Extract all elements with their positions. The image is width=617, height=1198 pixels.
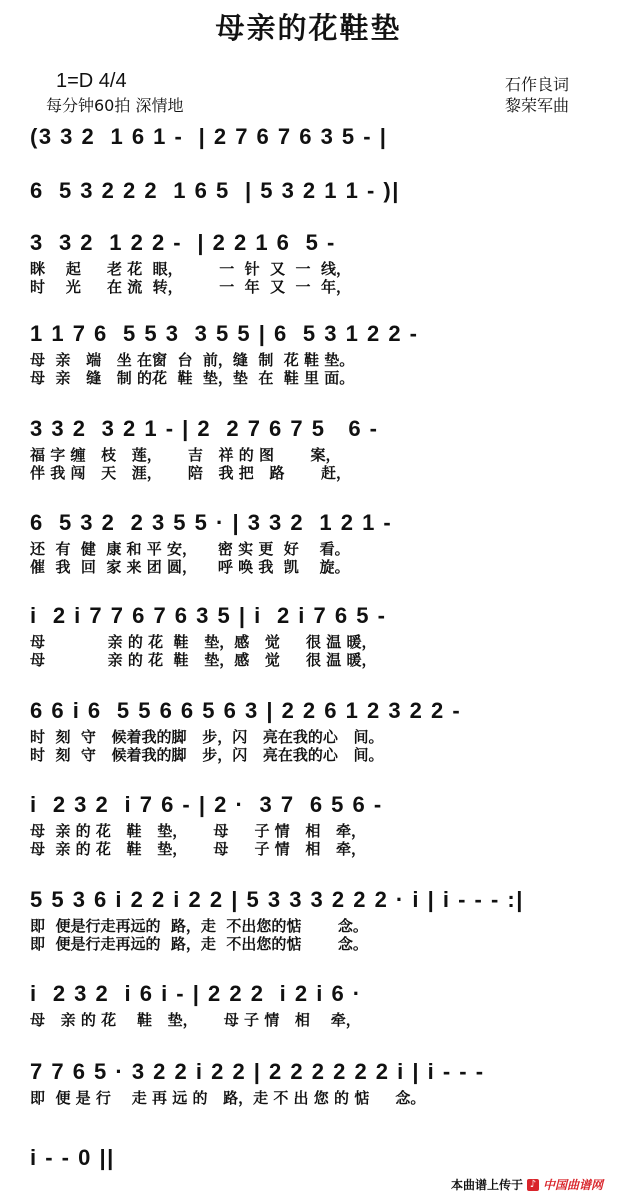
lyric-line-2: 时 刻 守 候着我的脚 步，闪 亮在我的心 间。 [30,746,384,764]
lyric-line-2: 母 亲 的 花 鞋 垫，感 觉 很 温 暖， [30,651,377,669]
notation-line: 5 5 3 6 i 2 2 i 2 2 | 5 3 3 3 2 2 2 · i | i - - - :| [30,887,524,912]
lyric-line-1: 母 亲 端 坐 在窗 台 前，缝 制 花 鞋 垫。 [30,351,355,369]
lyric-line-1: 母 亲 的 花 鞋 垫， 母 子 情 相 牵， [30,1011,361,1029]
lyric-line-2: 即 便是行走再远的 路，走 不出您的惦 念。 [30,935,368,953]
notation-line: i 2 3 2 i 7 6 - | 2 · 3 7 6 5 6 - [30,792,383,817]
key-signature: 1=D 4/4 [56,70,127,92]
notation-line: i - - 0 || [30,1145,115,1170]
composer-credit: 黎荣军曲 [505,96,570,115]
lyric-line-1: 福 字 缠 枝 莲， 吉 祥 的 图 案， [30,446,341,464]
lyric-line-2: 母 亲 缝 制 的花 鞋 垫，垫 在 鞋 里 面。 [30,369,355,387]
lyric-line-1: 时 刻 守 候着我的脚 步，闪 亮在我的心 间。 [30,728,384,746]
source-footer [451,1176,603,1193]
lyric-line-1: 母 亲 的 花 鞋 垫， 母 子 情 相 牵， [30,822,366,840]
lyric-line-1: 母 亲 的 花 鞋 垫，感 觉 很 温 暖， [30,633,377,651]
lyric-line-2: 催 我 回 家 来 团 圆， 呼 唤 我 凯 旋。 [30,558,350,576]
site-name[interactable]: 中国曲谱网 [542,1178,603,1192]
notation-line: 1 1 7 6 5 5 3 3 5 5 | 6 5 3 1 2 2 - [30,321,419,346]
notation-line: (3 3 2 1 6 1 - | 2 7 6 7 6 3 5 - | [30,124,388,149]
tempo-marking: 每分钟60拍 深情地 [46,96,184,115]
notation-line: 6 5 3 2 2 3 5 5 · | 3 3 2 1 2 1 - [30,510,393,535]
lyric-line-2: 母 亲 的 花 鞋 垫， 母 子 情 相 牵， [30,840,366,858]
lyric-line-2: 伴 我 闯 天 涯， 陪 我 把 路 赶， [30,464,351,482]
site-logo-icon: ♪ [527,1179,539,1191]
notation-line: 3 3 2 3 2 1 - | 2 2 7 6 7 5 6 - [30,416,379,441]
notation-line: 7 7 6 5 · 3 2 2 i 2 2 | 2 2 2 2 2 2 i | i - - - [30,1059,485,1084]
lyric-line-1: 即 便是行走再远的 路，走 不出您的惦 念。 [30,917,368,935]
notation-line: 6 5 3 2 2 2 1 6 5 | 5 3 2 1 1 - )| [30,178,400,203]
notation-line: i 2 i 7 7 6 7 6 3 5 | i 2 i 7 6 5 - [30,603,387,628]
upload-text: 本曲谱上传于 [450,1178,523,1192]
lyric-line-1: 还 有 健 康 和 平 安， 密 实 更 好 看。 [30,540,350,558]
song-title: 母亲的花鞋垫 [215,11,402,45]
notation-line: i 2 3 2 i 6 i - | 2 2 2 i 2 i 6 · [30,981,362,1006]
notation-line: 3 3 2 1 2 2 - | 2 2 1 6 5 - [30,230,336,255]
lyricist-credit: 石作良词 [505,75,570,94]
lyric-line-1: 眯 起 老 花 眼， 一 针 又 一 线， [30,260,351,278]
lyric-line-1: 即 便 是 行 走 再 远 的 路，走 不 出 您 的 惦 念。 [30,1089,426,1107]
lyric-line-2: 时 光 在 流 转， 一 年 又 一 年， [30,278,351,296]
notation-line: 6 6 i 6 5 5 6 6 5 6 3 | 2 2 6 1 2 3 2 2 - [30,698,462,723]
